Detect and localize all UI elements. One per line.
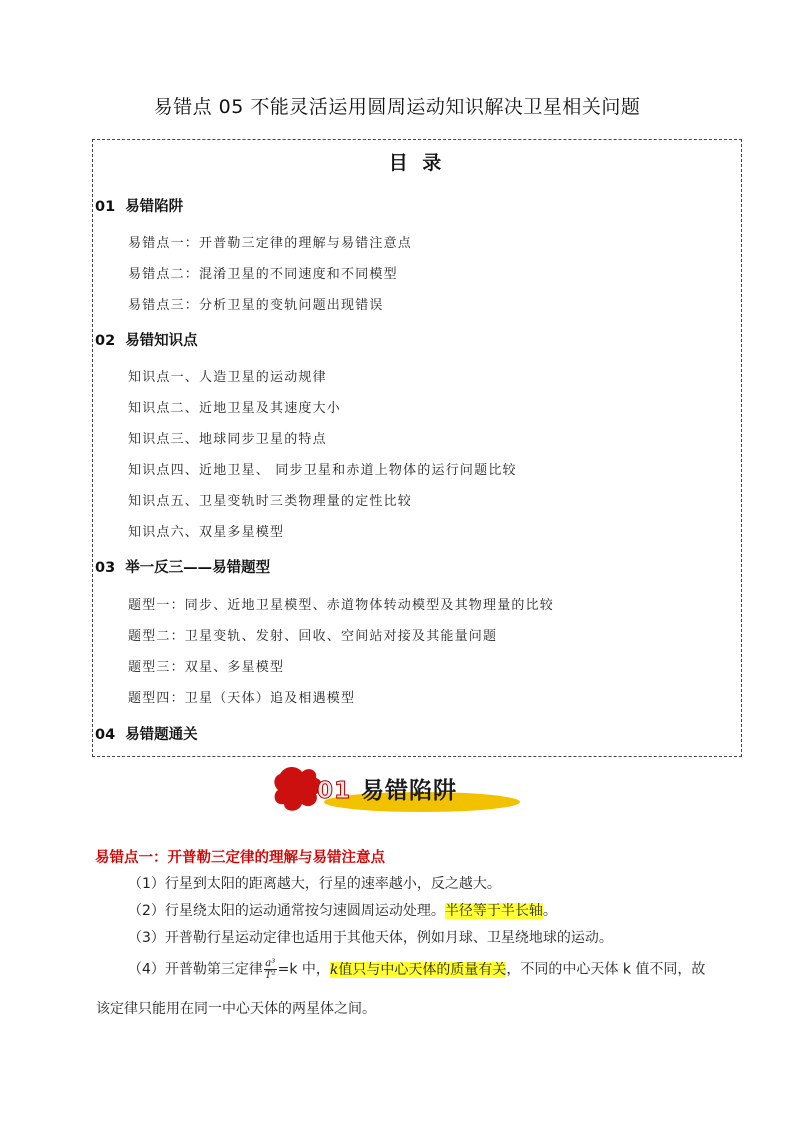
paragraph-1: （1）行星到太阳的距离越大，行星的速率越小，反之越大。: [128, 876, 501, 892]
paragraph-5: 该定律只能用在同一中心天体的两星体之间。: [96, 1001, 376, 1017]
toc-item: 知识点二、近地卫星及其速度大小: [128, 401, 342, 416]
toc-section-02: 02 易错知识点: [95, 333, 198, 349]
toc-item: 知识点四、近地卫星、 同步卫星和赤道上物体的运行问题比较: [128, 463, 517, 478]
document-title: 易错点 05 不能灵活运用圆周运动知识解决卫星相关问题: [153, 96, 641, 118]
paragraph-2: （2）行星绕太阳的运动通常按匀速圆周运动处理。半径等于半长轴。: [128, 903, 557, 919]
toc-item: 知识点三、地球同步卫星的特点: [128, 432, 327, 447]
toc-section-04: 04 易错题通关: [95, 727, 198, 743]
toc-item: 题型二：卫星变轨、发射、回收、空间站对接及其能量问题: [128, 629, 498, 644]
fraction-formula: $\frac{\text{a³}}{\text{T²}}$: [264, 958, 276, 981]
toc-section-03: 03 举一反三——易错题型: [95, 560, 271, 576]
banner-title: 01 易错陷阱: [317, 778, 458, 804]
toc-item: 题型一：同步、近地卫星模型、赤道物体转动模型及其物理量的比较: [128, 598, 555, 613]
paragraph-4: （4）开普勒第三定律 $\frac{\text{a³}}{\text{T²}}$ =k 中，k值只与中心天体的质量有关，不同的中心天体 k 值不同，故: [128, 958, 706, 981]
highlighted-text: 半径等于半长轴: [444, 903, 543, 919]
table-of-contents: [92, 139, 742, 757]
toc-heading: 目 录: [388, 152, 446, 174]
toc-item: 易错点三：分析卫星的变轨问题出现错误: [128, 298, 384, 313]
toc-item: 易错点二：混淆卫星的不同速度和不同模型: [128, 267, 398, 282]
toc-item: 题型三：双星、多星模型: [128, 660, 285, 675]
section-banner: [272, 762, 522, 818]
toc-item: 知识点六、双星多星模型: [128, 525, 285, 540]
paragraph-3: （3）开普勒行星运动定律也适用于其他天体，例如月球、卫星绕地球的运动。: [128, 930, 613, 946]
toc-item: 知识点一、人造卫星的运动规律: [128, 370, 327, 385]
toc-item: 知识点五、卫星变轨时三类物理量的定性比较: [128, 494, 413, 509]
toc-section-01: 01 易错陷阱: [95, 199, 184, 215]
highlighted-text: 值只与中心天体的质量有关: [338, 961, 507, 978]
toc-item: 题型四：卫星（天体）追及相遇模型: [128, 691, 356, 706]
section-heading: 易错点一：开普勒三定律的理解与易错注意点: [95, 850, 385, 866]
toc-item: 易错点一：开普勒三定律的理解与易错注意点: [128, 236, 413, 251]
